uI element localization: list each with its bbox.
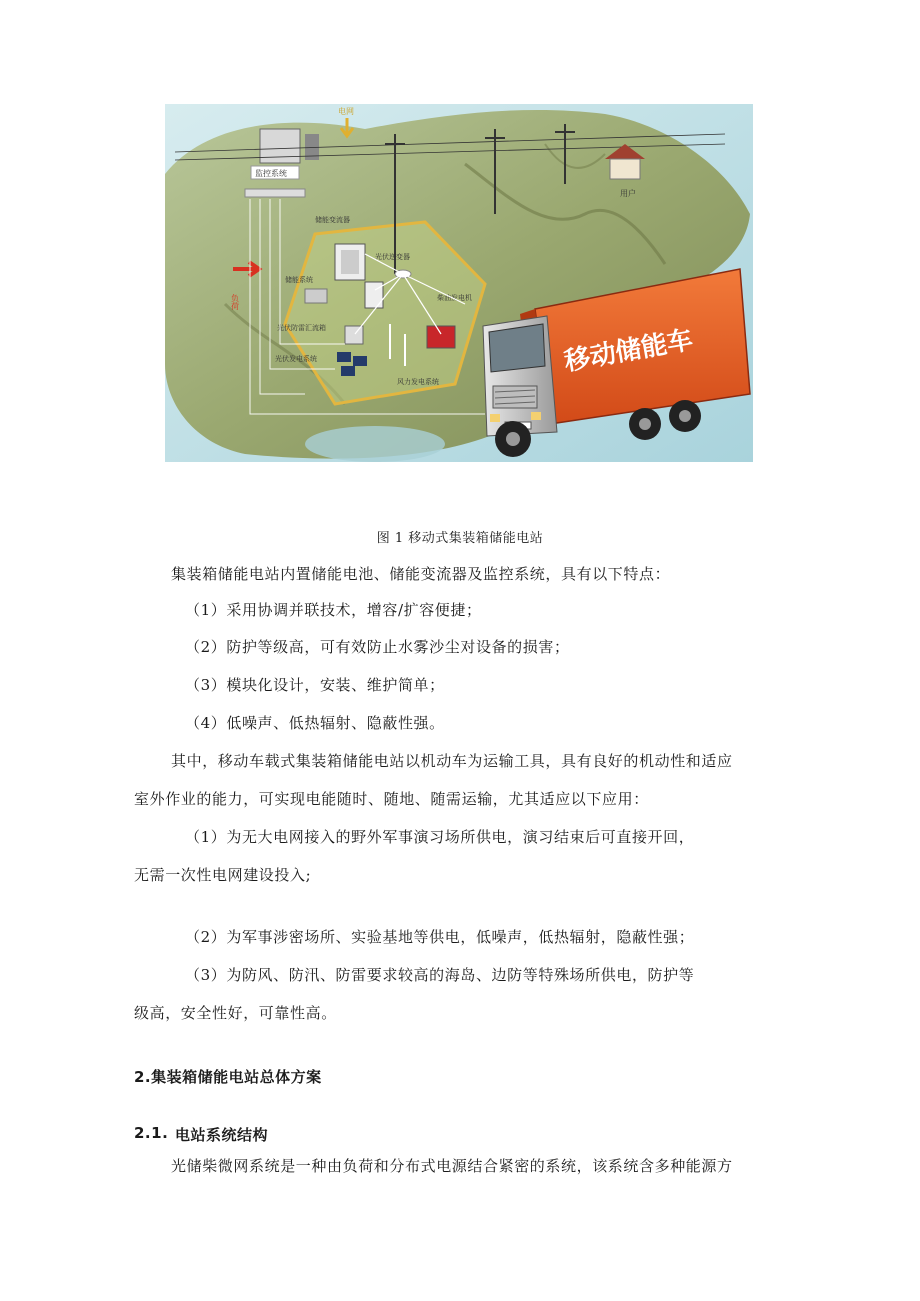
pv-inverter-box: [365, 282, 383, 308]
label-storage-system: 储能系统: [285, 276, 313, 284]
pv-combiner-box: [345, 326, 363, 344]
list-item-application-3-line-1: （3）为防风、防汛、防雷要求较高的海岛、边防等特殊场所供电，防护等: [185, 966, 695, 984]
label-storage-converter: 储能变流器: [315, 216, 350, 224]
paragraph-mobile-line-2: 室外作业的能力，可实现电能随时、随地、随需运输，尤其适应以下应用：: [134, 790, 649, 808]
subsection-number: 2.1.: [134, 1124, 169, 1142]
truck-banner-text: 移动储能车: [561, 325, 696, 378]
label-pv-inverter: 光伏逆变器: [375, 253, 410, 261]
label-user: 用户: [620, 189, 636, 198]
list-item-feature-2: （2）防护等级高，可有效防止水雾沙尘对设备的损害；: [185, 638, 570, 656]
monitor-screen-icon: [260, 129, 300, 163]
list-item-application-2: （2）为军事涉密场所、实验基地等供电，低噪声，低热辐射，隐蔽性强；: [185, 928, 695, 946]
list-item-feature-3: （3）模块化设计，安装、维护简单；: [185, 676, 445, 694]
diesel-generator: [427, 326, 455, 348]
section-heading-2: 2.集装箱储能电站总体方案: [134, 1068, 322, 1086]
list-item-feature-4: （4）低噪声、低热辐射、隐蔽性强。: [185, 714, 445, 732]
paragraph-features-intro: 集装箱储能电站内置储能电池、储能变流器及监控系统，具有以下特点：: [171, 565, 671, 583]
list-item-application-3-line-2: 级高，安全性好，可靠性高。: [134, 1004, 337, 1022]
house-icon: [610, 159, 640, 179]
label-load: 负荷: [230, 294, 240, 310]
label-pv-array: 光伏发电系统: [275, 355, 317, 363]
label-monitor: 监控系统: [255, 169, 287, 178]
paragraph-microgrid: 光储柴微网系统是一种由负荷和分布式电源结合紧密的系统，该系统含多种能源方: [171, 1157, 733, 1175]
figure-illustration: [165, 104, 753, 462]
figure-caption: 图 1 移动式集装箱储能电站: [376, 531, 544, 546]
figure-mobile-storage-station: [165, 104, 753, 462]
list-item-application-1-line-1: （1）为无大电网接入的野外军事演习场所供电，演习结束后可直接开回，: [185, 828, 695, 846]
paragraph-mobile-line-1: 其中，移动车载式集装箱储能电站以机动车为运输工具，具有良好的机动性和适应: [171, 752, 733, 770]
list-item-application-1-line-2: 无需一次性电网建设投入;: [134, 866, 312, 884]
list-item-feature-1: （1）采用协调并联技术，增容/扩容便捷；: [185, 601, 482, 619]
label-pv-controller: 光伏防雷汇流箱: [277, 324, 326, 332]
battery-pack: [305, 289, 327, 303]
label-diesel: 柴油发电机: [437, 294, 472, 302]
subsection-heading-2-1: 电站系统结构: [175, 1126, 269, 1144]
label-wind: 风力发电系统: [397, 378, 439, 386]
label-grid: 电网: [338, 107, 354, 116]
